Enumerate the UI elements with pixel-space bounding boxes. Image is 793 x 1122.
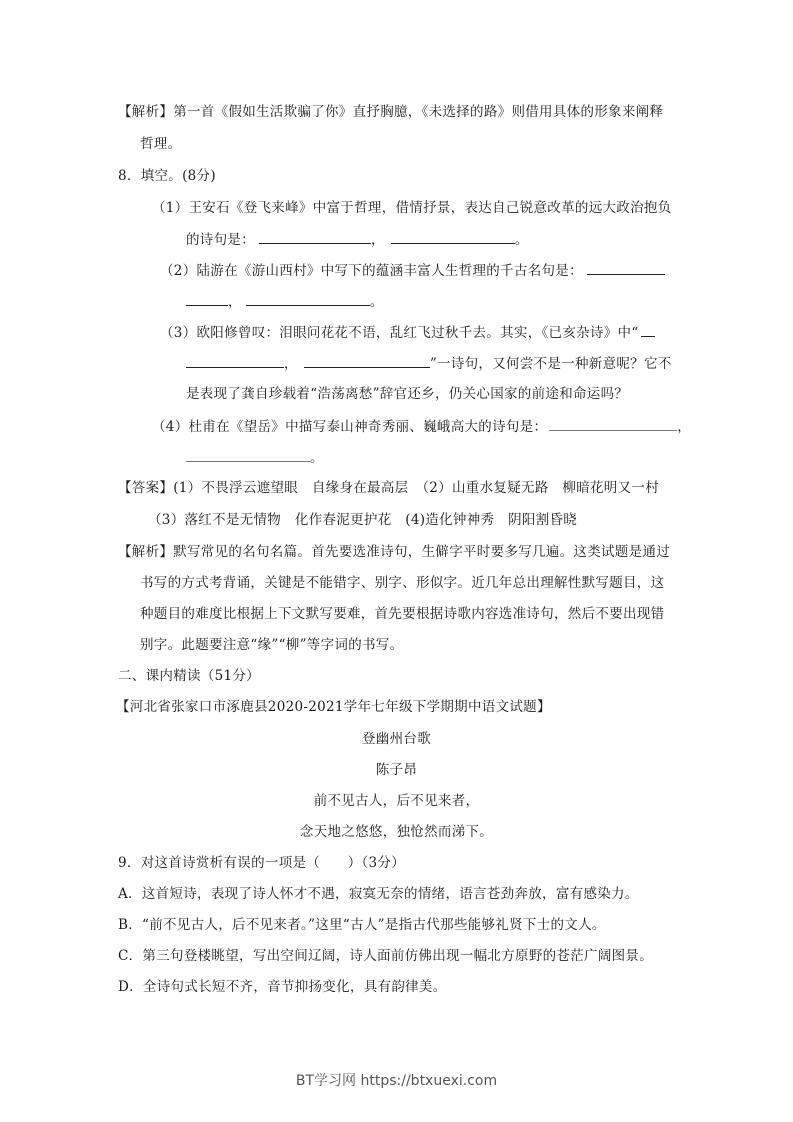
q8-item4-line2 [186, 447, 324, 468]
q9-option-c[interactable]: C．第三句登楼眺望，写出空间辽阔，诗人面前仿佛出现一幅北方原野的苍茫广阔图景。 [118, 948, 654, 964]
analysis-7-line-1: 【解析】第一首《假如生活欺骗了你》直抒胸臆，《未选择的路》则借用具体的形象来阐释 [118, 104, 664, 120]
q8-item3-blank-1b[interactable] [186, 353, 284, 368]
q8-item4-text: （4）杜甫在《望岳》中描写泰山神奇秀丽、巍峨高大的诗句是： [152, 419, 548, 435]
q8-item3-text: （3）欧阳修曾叹：泪眼问花花不语，乱红飞过秋千去。其实，《已亥杂诗》中“ [160, 325, 639, 341]
q8-item1-end: 。 [514, 232, 529, 248]
q8-item3-blank-1a[interactable] [641, 322, 655, 337]
footer-watermark: BT学习网 https://btxuexi.com [295, 1073, 498, 1089]
q8-item2-text: （2）陆游在《游山西村》中写下的蕴涵丰富人生哲理的千古名句是： [160, 263, 583, 279]
analysis-8-line-1: 【解析】默写常见的名句名篇。首先要选准诗句，生僻字平时要多写几遍。这类试题是通过 [118, 544, 670, 560]
q8-item3-line3: 是表现了龚自珍载着“浩荡离愁”辞官还乡，仍关心国家的前途和命运吗？ [186, 386, 629, 402]
section-2-title: 二、课内精读（51分） [118, 668, 260, 684]
q8-item4-end: 。 [310, 450, 324, 466]
q8-title: 8．填空。(8分) [118, 168, 216, 184]
analysis-7-line-2: 哲理。 [140, 136, 182, 152]
analysis-8-line-3: 种题目的难度比根据上下文默写要难，首先要根据诗歌内容选准诗句，然后不要出现错 [140, 606, 665, 622]
q8-item4-sep: ， [677, 419, 692, 435]
q8-item1-prefix: 的诗句是： [186, 232, 255, 248]
analysis-8-line-2: 书写的方式考背诵，关键是不能错字、别字、形似字。近几年总出理解性默写题目，这 [140, 575, 665, 591]
q8-item2-blank-1b[interactable] [186, 291, 228, 306]
analysis-8-line-4: 别字。此题要注意“缘”“柳”等字词的书写。 [140, 637, 404, 653]
poem-line-1: 前不见古人，后不见来者， [313, 793, 480, 809]
answer-8-line-1: 【答案】(1）不畏浮云遮望眼 自缘身在最高层 （2）山重水复疑无路 柳暗花明又一村 [118, 480, 659, 496]
q8-item2-blank-2[interactable] [246, 291, 370, 306]
q8-item3-blank-2[interactable] [304, 353, 430, 368]
poem-title: 登幽州台歌 [362, 731, 431, 747]
q8-item2-sep: ， [228, 294, 242, 310]
q8-item4-blank-1[interactable] [549, 416, 677, 431]
q8-item2-end: 。 [369, 294, 384, 310]
q8-item3-sep: ， [284, 356, 298, 372]
q8-item3-line1 [160, 322, 655, 343]
section-2-source: 【河北省张家口市涿鹿县2020-2021学年七年级下学期期中语文试题】 [116, 699, 551, 715]
q9-option-a[interactable]: A．这首短诗，表现了诗人怀才不遇，寂寞无奈的情绪，语言苍劲奔放，富有感染力。 [118, 886, 639, 902]
q9-option-d[interactable]: D．全诗句式长短不齐，音节抑扬变化，具有韵律美。 [118, 979, 447, 995]
answer-8-line-2: （3）落红不是无情物 化作春泥更护花 (4)造化钟神秀 阴阳割昏晓 [148, 512, 578, 528]
q8-item1-line1: （1）王安石《登飞来峰》中富于哲理，借情抒景，表达自己锐意改革的远大政治抱负 [152, 200, 672, 216]
q9-option-b[interactable]: B．“前不见古人，后不见来者。”这里“古人”是指古代那些能够礼贤下士的文人。 [118, 917, 606, 933]
poem-line-2: 念天地之悠悠，独怆然而涕下。 [299, 824, 494, 840]
q8-item1-blank-1[interactable] [259, 229, 371, 244]
q8-item2-blank-1a[interactable] [587, 260, 665, 275]
q8-item1-line2 [186, 229, 529, 250]
q8-item3-line2 [186, 353, 672, 374]
q8-item4-line1 [152, 416, 691, 437]
q8-item2-line2 [186, 291, 384, 312]
q8-item2-line1 [160, 260, 665, 281]
q9-stem: 9．对这首诗赏析有误的一项是（ ）（3分） [118, 855, 406, 871]
q8-item1-sep: ， [371, 232, 385, 248]
q8-item1-blank-2[interactable] [391, 229, 515, 244]
q8-item4-blank-2[interactable] [186, 447, 310, 462]
q8-item3-suffix: ”一诗句，又何尝不是一种新意呢？它不 [429, 356, 672, 372]
poem-author: 陈子昂 [375, 762, 418, 778]
